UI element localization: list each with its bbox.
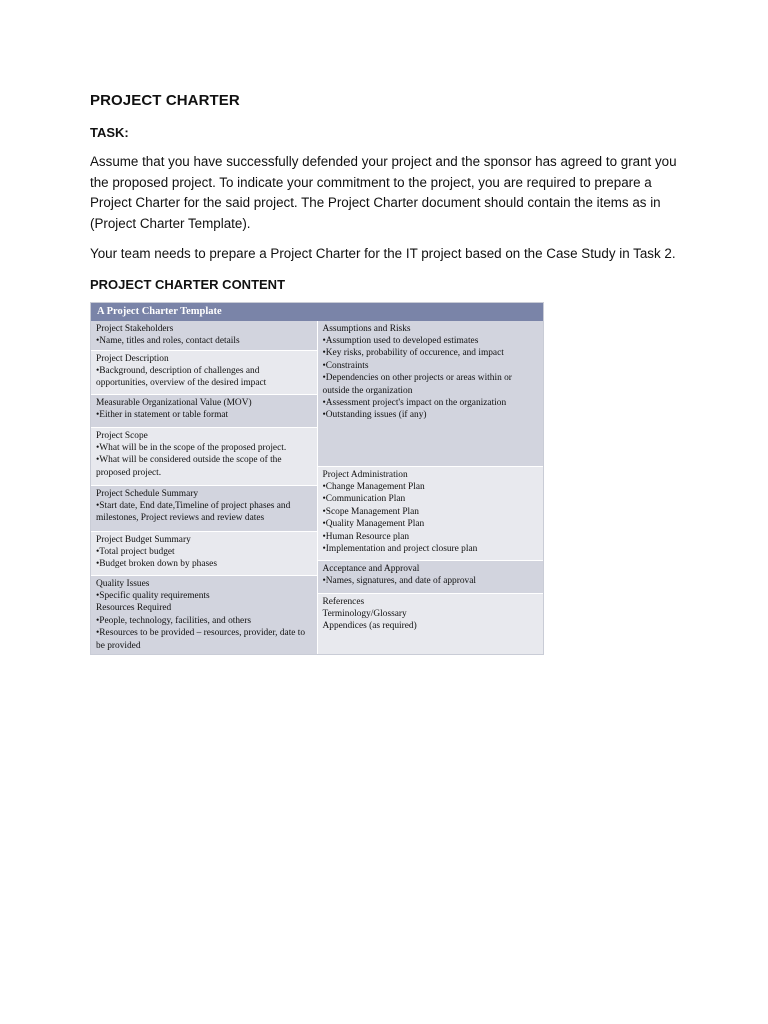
task-paragraph-2: Your team needs to prepare a Project Charter for the IT project based on the Case Study in Task 2.	[90, 246, 676, 261]
template-cell-scope: Project Scope •What will be in the scope of the proposed project. •What will be considered outside the scope of the proposed project.	[91, 428, 317, 486]
task-heading: TASK:	[90, 125, 129, 140]
template-cell-stakeholders: Project Stakeholders •Name, titles and roles, contact details	[91, 321, 317, 351]
template-right-column	[318, 321, 544, 654]
template-cell-quality: Quality Issues •Specific quality requirements Resources Required •People, technology, facilities, and others •Resources to be provided – resources, provider, date to be provided	[91, 576, 317, 654]
document-page	[90, 92, 680, 655]
content-heading: PROJECT CHARTER CONTENT	[90, 276, 286, 292]
page-title: PROJECT CHARTER	[90, 92, 240, 109]
template-cell-references: References Terminology/Glossary Appendices (as required)	[318, 594, 544, 654]
template-cell-description: Project Description •Background, description of challenges and opportunities, overview of the desired impact	[91, 351, 317, 395]
template-cell-acceptance: Acceptance and Approval •Names, signatures, and date of approval	[318, 561, 544, 594]
task-paragraph-1: Assume that you have successfully defended your project and the sponsor has agreed to grant you the proposed project. To indicate your commitment to the project, you are required to prepare a Project Charter for the said project. The Project Charter document should contain the items as in (Project Charter Template).	[90, 154, 677, 231]
template-cell-mov: Measurable Organizational Value (MOV) •Either in statement or table format	[91, 395, 317, 428]
template-cell-budget: Project Budget Summary •Total project budget •Budget broken down by phases	[91, 532, 317, 576]
template-left-column	[91, 321, 318, 654]
template-title: A Project Charter Template	[91, 303, 543, 321]
template-cell-assumptions: Assumptions and Risks •Assumption used to developed estimates •Key risks, probability of occurence, and impact •Constraints •Dependencies on other projects or areas within or outside the organization •Assessment project's impact on the organization •Outstanding issues (if any)	[318, 321, 544, 467]
charter-template-table	[90, 302, 544, 655]
template-cell-administration: Project Administration •Change Management Plan •Communication Plan •Scope Management Plan •Quality Management Plan •Human Resource plan •Implementation and project closure plan	[318, 467, 544, 561]
template-cell-schedule: Project Schedule Summary •Start date, End date,Timeline of project phases and milestones, Project reviews and review dates	[91, 486, 317, 532]
